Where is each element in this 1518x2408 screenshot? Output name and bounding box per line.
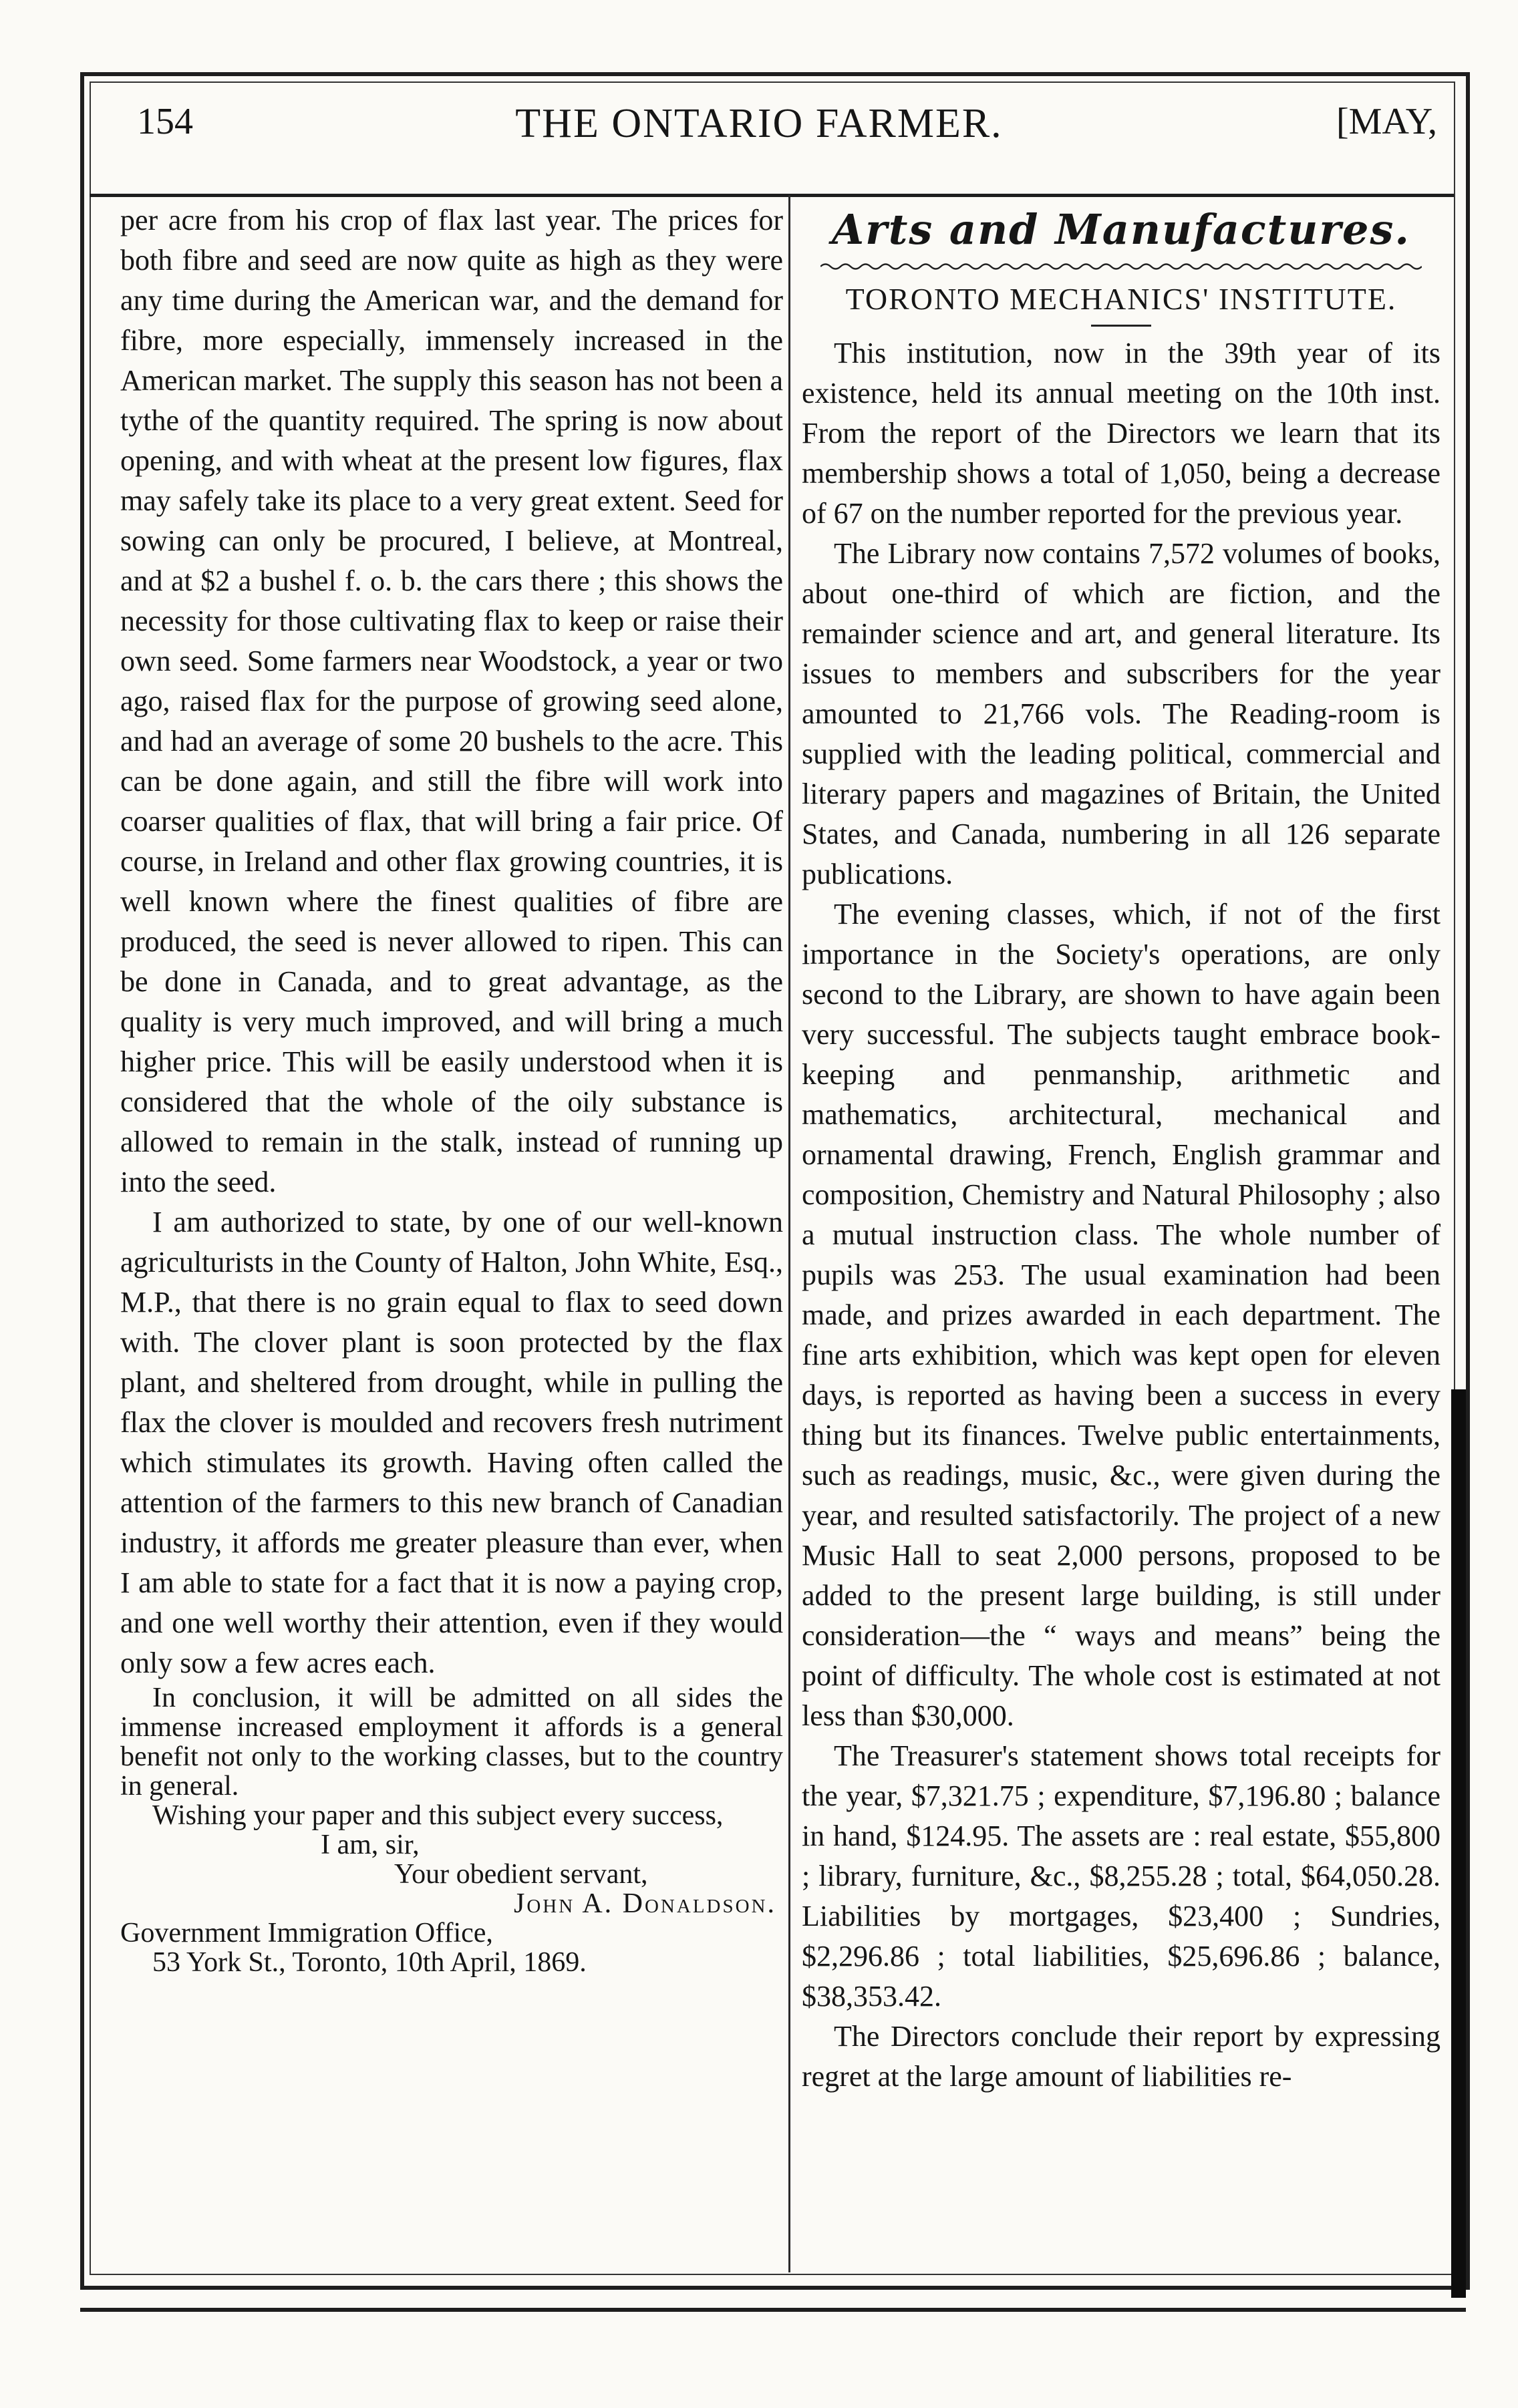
paragraph: In conclusion, it will be admitted on all sides the immense increased employment it affords is a general benefit not only to the working classes, but to the country in general.	[120, 1683, 783, 1801]
paragraph: The Library now contains 7,572 volumes of books, about one-third of which are fiction, and the remainder science and art, and general literature. Its issues to members and subscribers for the year amounted to 21,766 vols. The Reading-room is supplied with the leading political, commercial and literary papers and magazines of Britain, the United States, and Canada, numbering in all 126 separate publications.	[802, 537, 1440, 890]
wavy-rule	[820, 262, 1422, 271]
paragraph: I am authorized to state, by one of our well-known agriculturists in the County of Halton, John White, Esq., M.P., that there is no grain equal to flax to seed down with. The clover plant is soon protected by the flax plant, and sheltered from drought, while in pulling the flax the clover is moulded and recovers fresh nutriment which stimulates its growth. Having often called the attention of the farmers to this new branch of Canadian industry, it affords me greater pleasure than ever, when I am able to state for a fact that it is now a paying crop, and one well worthy their attention, even if they would only sow a few acres each.	[120, 1206, 783, 1679]
paragraph: The Treasurer's statement shows total receipts for the year, $7,321.75 ; expenditure, $7,196.80 ; balance in hand, $124.95. The assets are : real estate, $55,800 ; library, furniture, &c., $8,255.28 ; total, $64,050.28. Liabilities by mortgages, $23,400 ; Sundries, $2,296.86 ; total liabilities, $25,696.86 ; balance, $38,353.42.	[802, 1739, 1440, 2013]
salutation: I am, sir,	[321, 1830, 420, 1860]
page-number: 154	[137, 101, 193, 142]
paragraph: per acre from his crop of flax last year. The prices for both fibre and seed are now quite as high as they were any time during the American war, and the demand for fibre, more especially, immensely increased in the American market. The supply this season has not been a tythe of the quantity required. The spring is now about opening, and with wheat at the present low figures, flax may safely take its place to a very great extent. Seed for sowing can only be procured, I believe, at Montreal, and at $2 a bushel f. o. b. the cars there ; this shows the necessity for those cultivating flax to keep or raise their own seed. Some farmers near Woodstock, a year or two ago, raised flax for the purpose of growing seed alone, and had an average of some 20 bushels to the acre. This can be done again, and still the fibre will work into coarser qualities of flax, that will bring a fair price. Of course, in Ireland and other flax growing countries, it is well known where the finest qualities of fibre are produced, the seed is never allowed to ripen. This can be done in Canada, and to great advantage, as the quality is very much improved, and will bring a much higher price. This will be easily understood when it is considered that the whole of the oily substance is allowed to remain in the stalk, instead of running up into the seed.	[120, 204, 783, 1198]
column-divider	[788, 195, 790, 2272]
bottom-rule	[80, 2308, 1466, 2312]
section-heading: Arts and Manufactures.	[832, 205, 1410, 254]
title-rule	[1091, 325, 1151, 327]
header-rule	[90, 194, 1454, 197]
signature: John A. Donaldson.	[513, 1888, 776, 1919]
running-title: THE ONTARIO FARMER.	[515, 101, 1003, 146]
article-title: TORONTO MECHANICS' INSTITUTE.	[845, 282, 1397, 316]
paragraph: The Directors conclude their report by expressing regret at the large amount of liabilities re-	[802, 2020, 1440, 2093]
paragraph: Wishing your paper and this subject every success,	[152, 1800, 724, 1831]
left-column	[120, 200, 783, 1977]
paragraph: The evening classes, which, if not of the first importance in the Society's operations, are only second to the Library, are shown to have again been very successful. The subjects taught embrace book-keeping and penmanship, arithmetic and mathematics, architectural, mechanical and ornamental drawing, French, English grammar and composition, Chemistry and Natural Philosophy ; also a mutual instruction class. The whole number of pupils was 253. The usual examination had been made, and prizes awarded in each department. The fine arts exhibition, which was kept open for eleven days, is reported as having been a success in every thing but its finances. Twelve public entertainments, such as readings, music, &c., were given during the year, and resulted satisfactorily. The project of a new Music Hall to seat 2,000 persons, proposed to be added to the present large building, is still under consideration—the “ ways and means” being the point of difficulty. The whole cost is estimated at not less than $30,000.	[802, 898, 1440, 1732]
paragraph: This institution, now in the 39th year of its existence, held its annual meeting on the 10th inst. From the report of the Directors we learn that its membership shows a total of 1,050, being a decrease of 67 on the number reported for the previous year.	[802, 337, 1440, 530]
address-line: 53 York St., Toronto, 10th April, 1869.	[152, 1947, 587, 1978]
letter-signoff	[120, 1830, 783, 1977]
address-line: Government Immigration Office,	[120, 1918, 493, 1948]
scan-edge-shadow	[1451, 1389, 1466, 2298]
right-column	[802, 200, 1440, 2097]
closing: Your obedient servant,	[394, 1859, 648, 1890]
running-month: [MAY,	[1336, 101, 1437, 142]
